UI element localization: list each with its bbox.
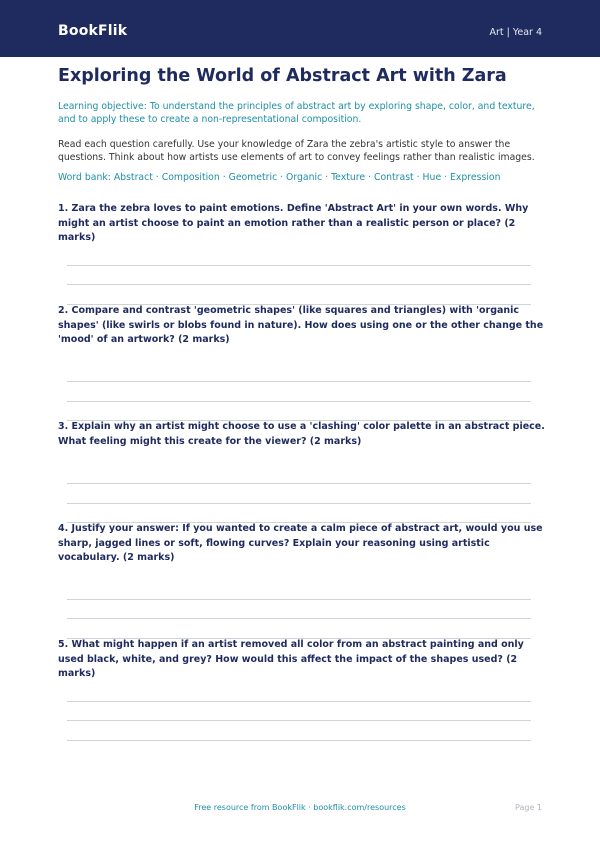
worksheet-title: Exploring the World of Abstract Art with Zara <box>58 66 507 86</box>
answer-line[interactable] <box>67 284 531 285</box>
header-bar <box>0 0 600 57</box>
page-number: Page 1 <box>515 803 542 812</box>
answer-line[interactable] <box>67 618 531 619</box>
brand-logo[interactable]: BookFlik <box>58 23 128 39</box>
learning-objective: Learning objective: To understand the principles of abstract art by exploring shape, color, and texture, and to apply these to create a non-representational composition. <box>58 101 535 125</box>
answer-line[interactable] <box>67 503 531 504</box>
word-bank: Word bank: Abstract · Composition · Geometric · Organic · Texture · Contrast · Hue · Expression <box>58 172 501 183</box>
question-4: 4. Justify your answer: If you wanted to create a calm piece of abstract art, would you use sharp, jagged lines or soft, flowing curves? Explain your reasoning using artistic vocabulary. (2 marks) <box>58 523 543 563</box>
question-5: 5. What might happen if an artist removed all color from an abstract painting and only used black, white, and grey? How would this affect the impact of the shapes used? (2 marks) <box>58 639 524 679</box>
footer-resource-link[interactable]: Free resource from BookFlik · bookflik.com/resources <box>194 803 406 812</box>
answer-line[interactable] <box>67 401 531 402</box>
answer-line[interactable] <box>67 265 531 266</box>
answer-line[interactable] <box>67 720 531 721</box>
question-2: 2. Compare and contrast 'geometric shapes' (like squares and triangles) with 'organic shapes' (like swirls or blobs found in nature). How does using one or the other change the 'mood' of an artwork? (2 marks) <box>58 305 544 345</box>
question-3: 3. Explain why an artist might choose to use a 'clashing' color palette in an abstract piece. What feeling might this create for the viewer? (2 marks) <box>58 421 545 447</box>
answer-line[interactable] <box>67 483 531 484</box>
subject-year-label: Art | Year 4 <box>489 27 542 38</box>
answer-line[interactable] <box>67 701 531 702</box>
instructions-text: Read each question carefully. Use your knowledge of Zara the zebra's artistic style to answer the questions. Think about how artists use elements of art to convey feelings rather than realistic images. <box>58 139 535 163</box>
question-1: 1. Zara the zebra loves to paint emotions. Define 'Abstract Art' in your own words. Why might an artist choose to paint an emotion rather than a realistic person or place? (2 marks) <box>58 203 529 243</box>
answer-line[interactable] <box>67 381 531 382</box>
answer-line[interactable] <box>67 599 531 600</box>
answer-line[interactable] <box>67 740 531 741</box>
